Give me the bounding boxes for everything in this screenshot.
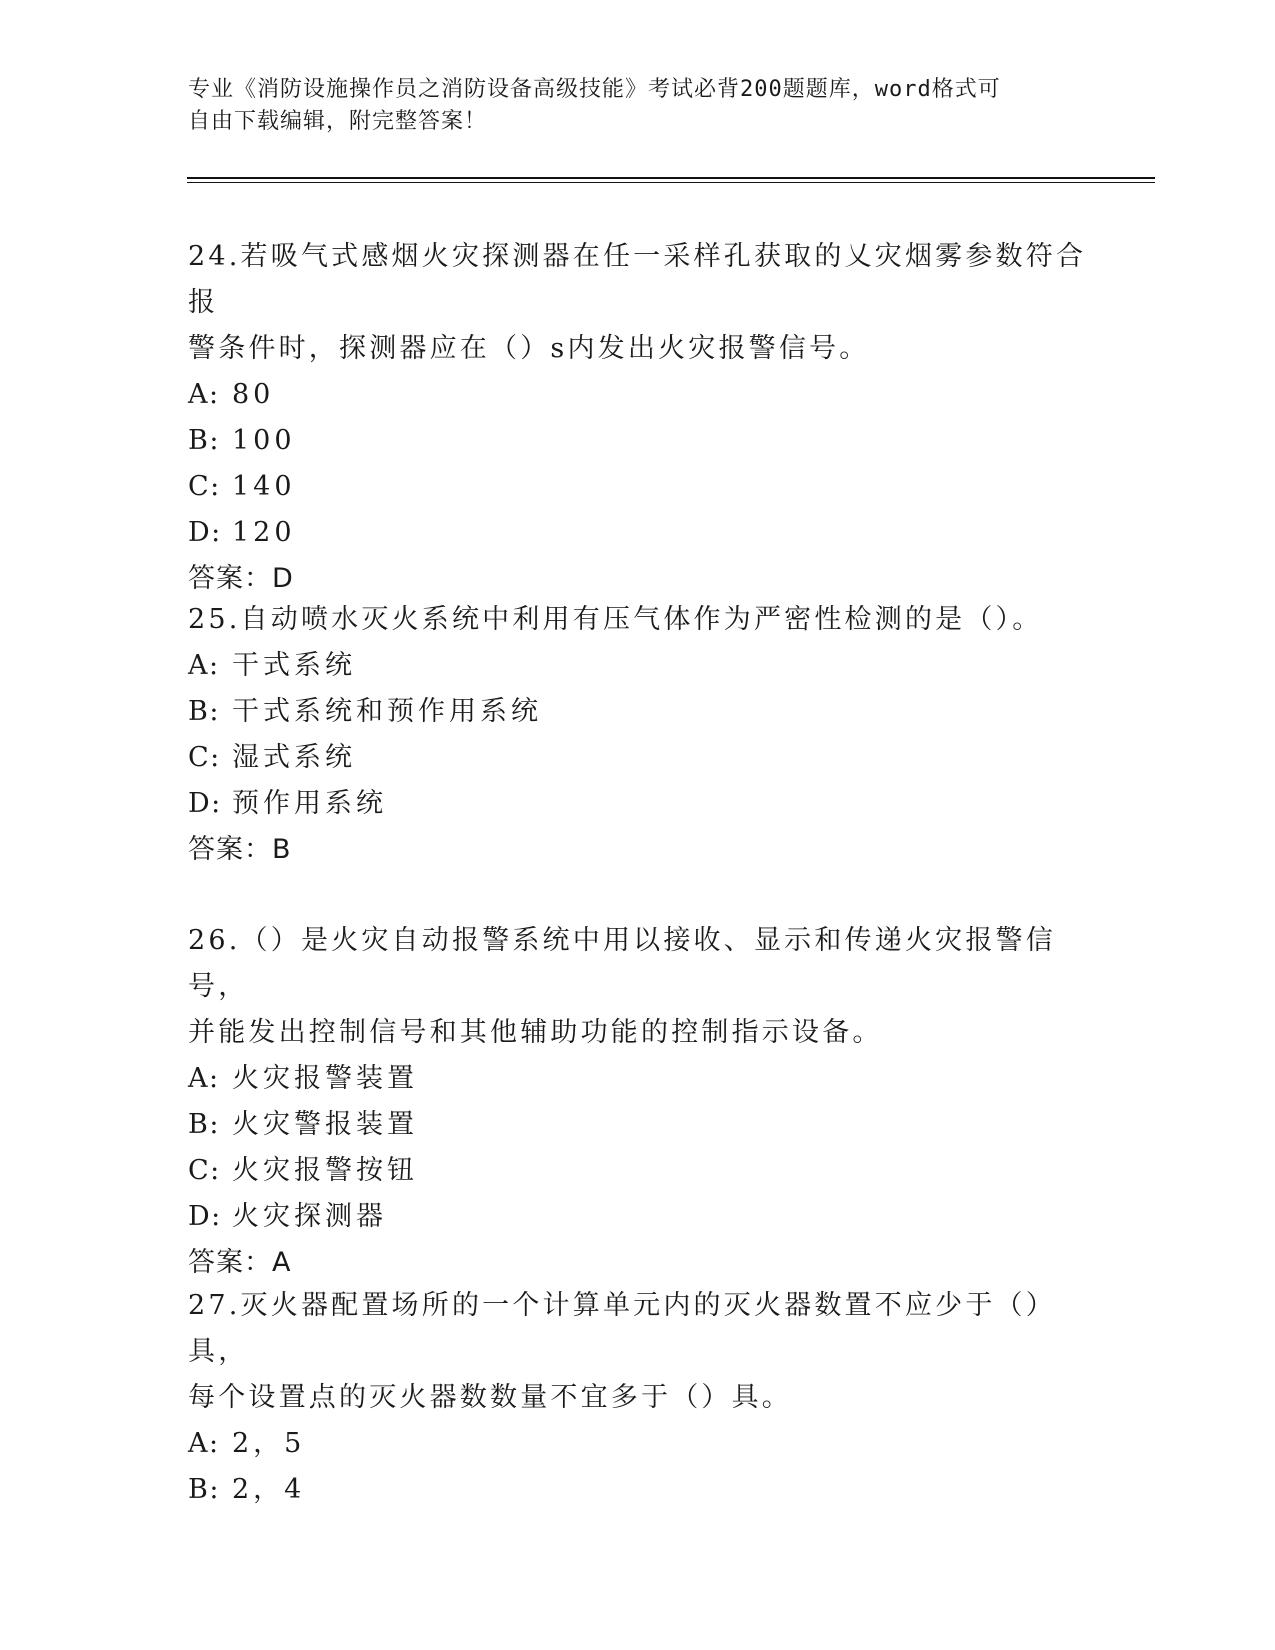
option-value: 预作用系统 [232, 788, 387, 819]
option-key: B: [188, 425, 220, 456]
option-key: A: [188, 1428, 220, 1459]
option-value: 2，4 [232, 1474, 306, 1505]
option-key: D: [188, 1201, 222, 1232]
question-24 [188, 234, 1088, 602]
option-value: 火灾报警装置 [232, 1063, 418, 1094]
option-value: 100 [232, 425, 296, 456]
answer-label: 答案：A [188, 1247, 292, 1278]
option-c [188, 464, 1088, 510]
option-value: 干式系统 [232, 650, 356, 681]
option-d [188, 1194, 1088, 1240]
option-d [188, 781, 1088, 827]
header-line-2: 自由下载编辑，附完整答案！ [188, 109, 488, 134]
option-value: 湿式系统 [232, 742, 356, 773]
question-stem-line: 并能发出控制信号和其他辅助功能的控制指示设备。 [188, 1017, 883, 1048]
option-key: D: [188, 517, 222, 548]
option-a [188, 643, 1088, 689]
question-26 [188, 918, 1088, 1286]
option-key: A: [188, 379, 220, 410]
answer-label: 答案：B [188, 834, 292, 865]
option-key: A: [188, 1063, 220, 1094]
header-divider-thick [187, 177, 1155, 179]
option-key: B: [188, 1474, 220, 1505]
option-key: D: [188, 788, 222, 819]
option-b [188, 689, 1088, 735]
option-value: 火灾警报装置 [232, 1109, 418, 1140]
option-a [188, 1421, 1088, 1467]
question-27 [188, 1283, 1088, 1513]
option-a [188, 372, 1088, 418]
answer-label: 答案：D [188, 563, 294, 594]
header-line-1: 专业《消防设施操作员之消防设备高级技能》考试必背200题题库，word格式可 [188, 77, 1001, 102]
option-value: 140 [232, 471, 296, 502]
document-header [188, 74, 1088, 138]
question-stem-line: 27.灭火器配置场所的一个计算单元内的灭火器数置不应少于（）具， [188, 1290, 1056, 1367]
option-c [188, 1148, 1088, 1194]
option-b [188, 1467, 1088, 1513]
option-key: B: [188, 1109, 220, 1140]
header-divider-thin [187, 182, 1155, 183]
question-stem-line: 24.若吸气式感烟火灾探测器在任一采样孔获取的乂灾烟雾参数符合报 [188, 241, 1087, 318]
question-25 [188, 597, 1088, 873]
option-value: 火灾报警按钮 [232, 1155, 418, 1186]
option-key: C: [188, 742, 221, 773]
question-stem-line: 26.（）是火灾自动报警系统中用以接收、显示和传递火灾报警信号， [188, 925, 1056, 1002]
option-key: B: [188, 696, 220, 727]
option-value: 120 [232, 517, 296, 548]
option-value: 火灾探测器 [232, 1201, 387, 1232]
option-b [188, 418, 1088, 464]
option-value: 干式系统和预作用系统 [232, 696, 542, 727]
option-b [188, 1102, 1088, 1148]
option-c [188, 735, 1088, 781]
option-key: A: [188, 650, 220, 681]
option-key: C: [188, 471, 221, 502]
question-stem-line: 警条件时，探测器应在（）s内发出火灾报警信号。 [188, 333, 870, 364]
option-a [188, 1056, 1088, 1102]
option-value: 80 [232, 379, 275, 410]
option-d [188, 510, 1088, 556]
option-value: 2，5 [232, 1428, 306, 1459]
question-stem-line: 每个设置点的灭火器数数量不宜多于（）具。 [188, 1382, 792, 1413]
option-key: C: [188, 1155, 221, 1186]
question-stem-line: 25.自动喷水灭火系统中利用有压气体作为严密性检测的是（）。 [188, 604, 1043, 635]
